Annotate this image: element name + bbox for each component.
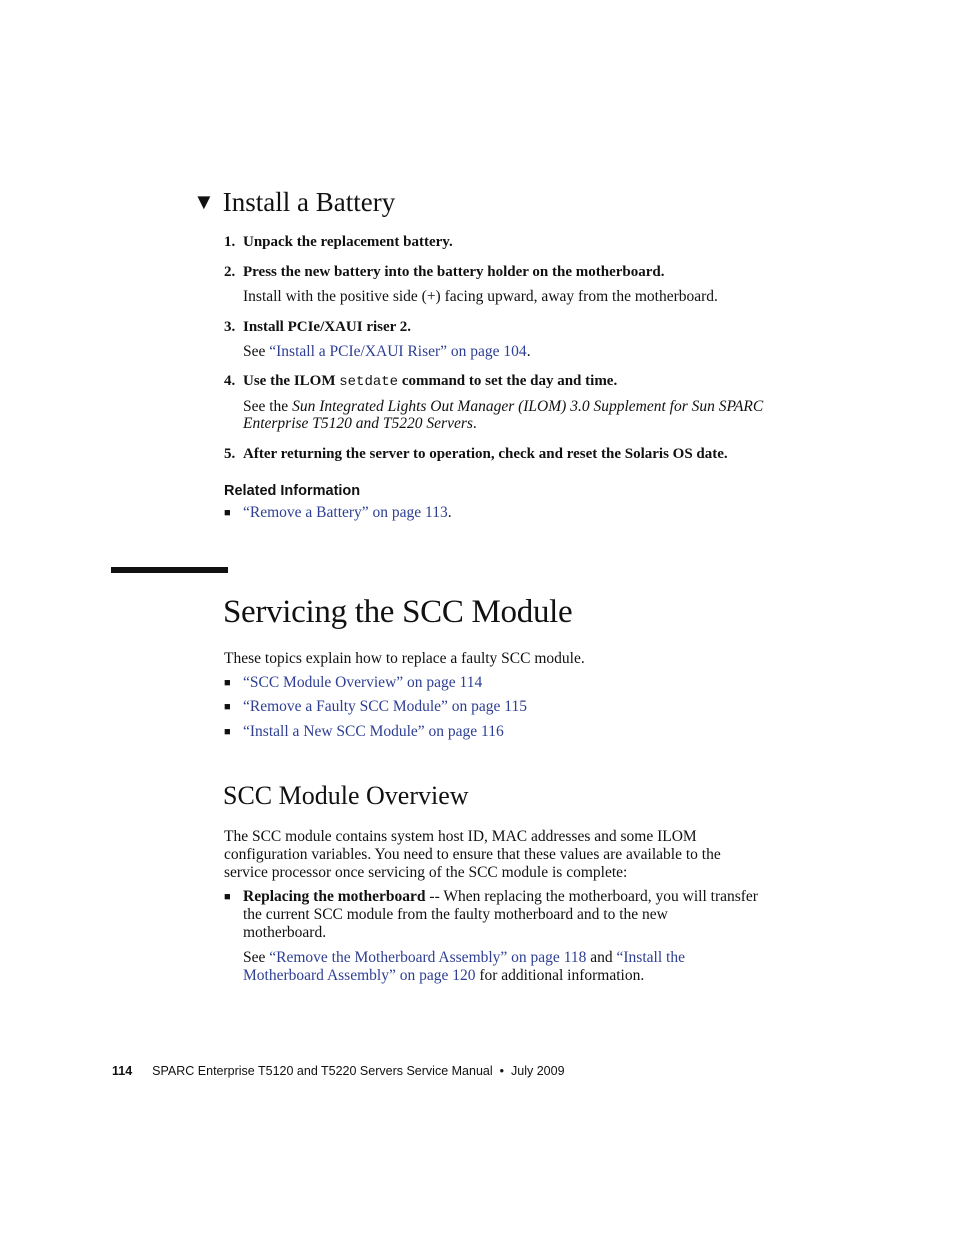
- bullet-line: the current SCC module from the faulty motherboard and to the new: [243, 906, 668, 923]
- step-number: 5.: [224, 446, 236, 462]
- step-text-before: Use the ILOM: [243, 373, 340, 389]
- see-suffix: for additional information.: [475, 967, 645, 984]
- setdate-command: setdate: [339, 374, 399, 390]
- manual-title-line1: Sun Integrated Lights Out Manager (ILOM) 3.0 Supplement for Sun SPARC: [292, 398, 764, 415]
- step-text: Press the new battery into the battery holder on the motherboard.: [243, 264, 665, 280]
- page-footer: [112, 1064, 565, 1078]
- scc-overview-link[interactable]: “SCC Module Overview” on page 114: [243, 674, 483, 691]
- see-prefix: See: [243, 949, 270, 966]
- bullet-square-icon: ■: [224, 891, 231, 903]
- remove-scc-link[interactable]: “Remove a Faulty SCC Module” on page 115: [243, 698, 527, 715]
- page-number: 114: [112, 1064, 133, 1078]
- see-also-line2: [243, 967, 644, 985]
- bullet-line: motherboard.: [243, 924, 327, 941]
- footer-date: July 2009: [511, 1064, 565, 1078]
- install-battery-heading: [193, 187, 395, 218]
- step-4: [224, 373, 617, 390]
- install-scc-link[interactable]: “Install a New SCC Module” on page 116: [243, 723, 504, 740]
- topic-link-item: [224, 698, 527, 717]
- servicing-intro: These topics explain how to replace a faulty SCC module.: [224, 650, 585, 667]
- step-4-detail-line1: [243, 398, 763, 416]
- heading-text: Install a Battery: [222, 187, 396, 217]
- step-2: [224, 264, 664, 281]
- bullet-square-icon: ■: [224, 677, 231, 689]
- period: .: [472, 415, 477, 432]
- remove-motherboard-link[interactable]: “Remove the Motherboard Assembly” on page 118: [269, 949, 587, 966]
- section-rule: [111, 567, 228, 573]
- paragraph-line: service processor once servicing of the SCC module is complete:: [224, 864, 628, 881]
- bullet-square-icon: ■: [224, 726, 231, 738]
- see-prefix: See: [243, 343, 270, 360]
- see-the-prefix: See the: [243, 398, 293, 415]
- footer-separator: •: [499, 1064, 505, 1078]
- step-5: [224, 446, 728, 463]
- step-text: Unpack the replacement battery.: [243, 234, 453, 250]
- overview-paragraph: [224, 828, 721, 882]
- and-text: and: [586, 949, 617, 966]
- remove-battery-link[interactable]: “Remove a Battery” on page 113: [243, 504, 448, 521]
- step-3: [224, 319, 411, 336]
- bullet-square-icon: ■: [224, 507, 231, 519]
- install-motherboard-link-part1[interactable]: “Install the: [616, 949, 685, 966]
- scc-overview-heading: SCC Module Overview: [223, 781, 469, 810]
- servicing-scc-heading: Servicing the SCC Module: [223, 594, 573, 630]
- step-1: [224, 234, 453, 251]
- triangle-marker-icon: ▼: [193, 189, 215, 214]
- see-also-line1: [243, 949, 685, 967]
- step-text-after: command to set the day and time.: [398, 373, 618, 389]
- step-number: 3.: [224, 319, 236, 335]
- replacing-motherboard-item: [224, 888, 758, 907]
- manual-title-line2: Enterprise T5120 and T5220 Servers: [243, 415, 473, 432]
- related-information-heading: Related Information: [224, 483, 361, 499]
- install-riser-link[interactable]: “Install a PCIe/XAUI Riser” on page 104: [269, 343, 527, 360]
- step-number: 1.: [224, 234, 236, 250]
- paragraph-line: The SCC module contains system host ID, MAC addresses and some ILOM: [224, 828, 697, 845]
- step-number: 4.: [224, 373, 236, 389]
- topic-link-item: [224, 674, 482, 693]
- footer-title: SPARC Enterprise T5120 and T5220 Servers Service Manual: [152, 1064, 493, 1078]
- step-number: 2.: [224, 264, 236, 280]
- install-motherboard-link-part2[interactable]: Motherboard Assembly” on page 120: [243, 967, 476, 984]
- related-link-item: [224, 504, 452, 523]
- bullet-text: -- When replacing the motherboard, you will transfer: [425, 888, 758, 905]
- step-4-detail-line2: [243, 415, 477, 433]
- topic-link-item: [224, 723, 504, 742]
- replacing-motherboard-label: Replacing the motherboard: [243, 888, 426, 905]
- bullet-continuation: [243, 906, 668, 942]
- step-3-detail: [243, 343, 531, 361]
- step-text: Install PCIe/XAUI riser 2.: [243, 319, 412, 335]
- bullet-square-icon: ■: [224, 701, 231, 713]
- step-text: After returning the server to operation, check and reset the Solaris OS date.: [243, 446, 728, 462]
- period: .: [447, 504, 452, 521]
- paragraph-line: configuration variables. You need to ensure that these values are available to the: [224, 846, 721, 863]
- step-2-detail: Install with the positive side (+) facing upward, away from the motherboard.: [243, 288, 718, 305]
- period: .: [526, 343, 531, 360]
